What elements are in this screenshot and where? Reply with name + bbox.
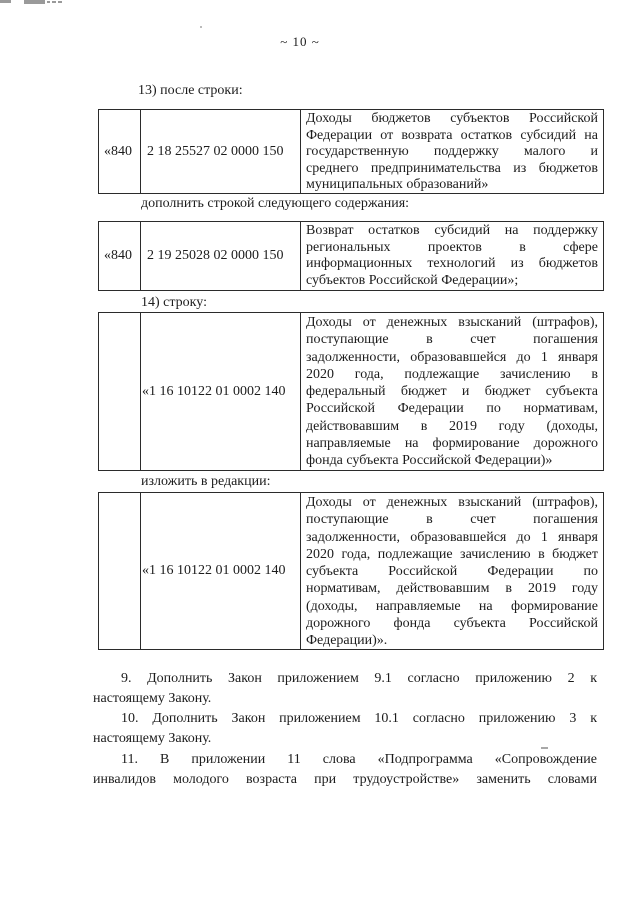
text-line: государственную поддержку малого и — [306, 144, 598, 159]
text-line: субъектов Российской Федерации»; — [306, 272, 519, 288]
text-line: Доходы от денежных взысканий (штрафов), — [306, 315, 598, 330]
admin-code-cell: «840 — [99, 222, 141, 290]
budget-row-table-1 — [98, 109, 604, 194]
income-description-cell — [301, 493, 603, 649]
text-line: Доходы бюджетов субъектов Российской — [306, 111, 598, 126]
classifier-code-cell: 2 19 25028 02 0000 150 — [141, 222, 301, 290]
text-line: настоящему Закону. — [93, 691, 212, 706]
text-line: Российской Федерации по нормативам, — [306, 401, 598, 417]
scan-artifact — [58, 1, 62, 3]
clause-13-label: 13) после строки: — [138, 83, 243, 98]
text-line: поступающие в счет погашения — [306, 332, 598, 348]
budget-row-table-3 — [98, 312, 604, 471]
text-line: региональных проектов в сфере — [306, 239, 598, 255]
classifier-code-cell: «1 16 10122 01 0002 140 — [141, 493, 301, 649]
income-description-cell — [301, 222, 603, 290]
text-line: нормативам, действовавшим в 2019 году — [306, 581, 598, 597]
text-line: 2020 года, подлежащие зачислению в бюджет — [306, 546, 598, 562]
text-line: федеральный бюджет и бюджет субъекта — [306, 384, 598, 400]
text-line: 11. В приложении 11 слова «Подпрограмма «Сопровождение — [121, 752, 597, 767]
text-line: фонда субъекта Российской Федерации)» — [306, 453, 553, 469]
text-line: задолженности, образовавшейся до 1 января — [306, 529, 598, 545]
income-description-cell — [301, 110, 603, 193]
scan-artifact — [52, 1, 56, 3]
text-line: (доходы, направляемые на формирование — [306, 598, 598, 614]
text-line: муниципальных образований» — [306, 177, 489, 192]
text-line: 2020 года, подлежащие зачислению в — [306, 366, 598, 382]
scan-speck — [200, 26, 202, 28]
text-line: инвалидов молодого возраста при трудоустройстве» заменить словами — [93, 772, 597, 787]
admin-code-cell — [99, 493, 141, 649]
append-row-label: дополнить строкой следующего содержания: — [141, 196, 410, 211]
admin-code-cell: «840 — [99, 110, 141, 193]
text-line: дорожного фонда субъекта Российской — [306, 616, 598, 632]
text-line: направляемые на формирование дорожного — [306, 436, 598, 452]
text-line: Возврат остатков субсидий на поддержку — [306, 223, 598, 238]
scan-artifact — [24, 0, 45, 4]
text-line: Доходы от денежных взысканий (штрафов), — [306, 495, 598, 510]
text-line: настоящему Закону. — [93, 731, 212, 746]
text-line: Федерации)». — [306, 633, 388, 649]
clause-14-label: 14) строку: — [141, 295, 207, 310]
text-line: задолженности, образовавшейся до 1 января — [306, 349, 598, 365]
income-description-cell — [301, 313, 603, 470]
budget-row-table-2 — [98, 221, 604, 291]
text-line: информационных технологий из бюджетов — [306, 256, 598, 271]
paragraph-10 — [93, 709, 597, 749]
text-line: поступающие в счет погашения — [306, 512, 598, 528]
revise-label: изложить в редакции: — [141, 474, 271, 489]
text-line: 9. Дополнить Закон приложением 9.1 согласно приложению 2 к — [121, 671, 597, 686]
paragraph-11 — [93, 750, 597, 790]
text-line: 10. Дополнить Закон приложением 10.1 согласно приложению 3 к — [121, 711, 597, 726]
text-line: Федерации от возврата остатков субсидий на — [306, 127, 598, 143]
scan-artifact — [47, 1, 50, 3]
text-line: действовавшим в 2019 году (доходы, — [306, 418, 598, 434]
scan-artifact — [0, 0, 11, 3]
classifier-code-cell: 2 18 25527 02 0000 150 — [141, 110, 301, 193]
budget-row-table-4 — [98, 492, 604, 650]
paragraph-9 — [93, 669, 597, 709]
admin-code-cell — [99, 313, 141, 470]
classifier-code-cell: «1 16 10122 01 0002 140 — [141, 313, 301, 470]
text-line: среднего предпринимательства из бюджетов — [306, 160, 598, 176]
page-number: ~ 10 ~ — [280, 34, 320, 49]
text-line: субъекта Российской Федерации по — [306, 564, 598, 580]
